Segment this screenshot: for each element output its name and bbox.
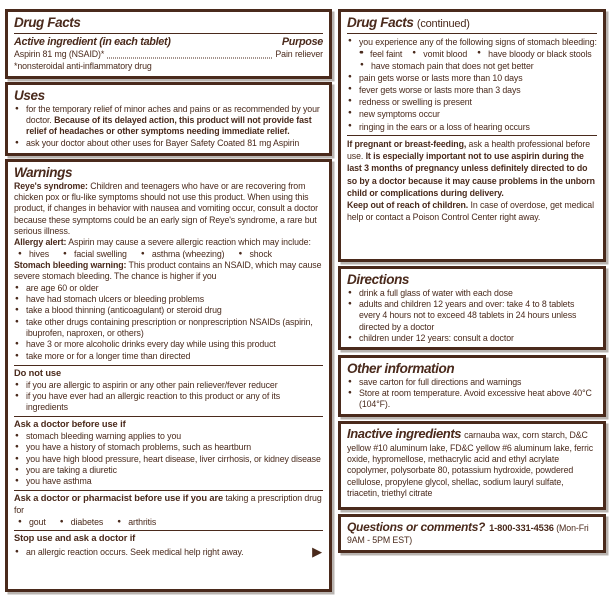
list-item: ● are age 60 or older [14,283,323,294]
questions-title: Questions or comments? [347,519,486,534]
ask-doctor-heading: Ask a doctor before use if [14,419,126,430]
directions-list [347,288,597,345]
list-item: ● an allergic reaction occurs. Seek medical help right away. [14,547,312,558]
allergy-alert-paragraph: Allergy alert: Aspirin may cause a severe allergic reaction which may include: [14,237,311,248]
list-item: ● fever gets worse or lasts more than 3 days [347,84,597,96]
list-item: ● you have asthma [14,476,323,487]
ingredient-row [14,49,323,60]
section-uses [5,82,332,156]
stop-use-continued-list-2 [347,72,597,133]
list-item: ● children under 12 years: consult a doctor [347,333,597,344]
drug-facts-continued-title: Drug Facts (continued) [347,14,597,34]
section-active-ingredient [5,9,332,79]
stop-use-heading: Stop use and ask a doctor if [14,533,136,544]
questions-phone: 1-800-331-4536 [489,522,554,533]
list-item: ● shock [238,249,271,260]
purpose-heading: Purpose [281,35,323,48]
section-drug-facts-continued [338,9,606,262]
list-item: ● you are taking a diuretic [14,465,323,476]
drug-facts-title: Drug Facts [14,14,323,34]
continued-suffix: (continued) [416,18,470,30]
list-item: ● for the temporary relief of minor aches and pains or as recommended by your doctor. Because of its delayed action, this product will not provide fast relief of headaches or other symptoms needing immediate relief. [14,104,323,138]
purpose-value: Pain reliever [275,49,323,60]
list-item: ● save carton for full directions and warnings [347,377,597,388]
list-item: ● have 3 or more alcoholic drinks every day while using this product [14,339,323,350]
section-divider [347,135,597,136]
ingredient-headings-row [14,36,323,50]
section-divider [14,365,323,366]
list-item: ● take other drugs containing prescription or nonprescription NSAIDs (aspirin, ibuprofen, naproxen, or others) [14,317,323,340]
keep-out-of-reach-paragraph: Keep out of reach of children. In case of overdose, get medical help or contact a Poison Control Center right away. [347,199,594,222]
stop-use-continued-list [347,36,597,48]
list-item: ● facial swelling [63,249,127,260]
list-item: ● you have a history of stomach problems, such as heartburn [14,442,323,453]
list-item: ● asthma (wheezing) [141,249,225,260]
list-item: ● pain gets worse or lasts more than 10 days [347,72,597,84]
left-panel [5,9,332,592]
ingredient-footnote: *nonsteroidal anti-inflammatory drug [14,60,152,71]
continuation-arrow-icon: ▶ [312,544,322,560]
section-directions [338,266,606,350]
list-item: ● take more or for a longer time than directed [14,351,323,362]
list-item: ● have stomach pain that does not get better [359,60,597,72]
list-item: ● adults and children 12 years and over: take 4 to 8 tablets every 4 hours not to exceed 48 tablets in 24 hours unless directed by a doctor [347,299,597,333]
section-inactive-ingredients [338,421,606,510]
prescription-drug-row [14,517,323,528]
uses-title: Uses [14,88,45,103]
do-not-use-list [14,380,323,414]
dotted-leader [107,57,272,58]
section-warnings [5,159,332,592]
list-item: ● ask your doctor about other uses for Bayer Safety Coated 81 mg Aspirin [14,138,323,149]
list-item: ● if you have ever had an allergic reaction to this product or any of its ingredients [14,391,323,414]
inactive-ingredients-paragraph: Inactive ingredients carnauba wax, corn starch, D&C yellow #10 aluminum lake, FD&C yellow #6 aluminum lake, ferric oxide, hypromellose, methacrylic acid and ethyl acrylate copolymer, polysorbate 80, potassium hydroxide, powdered cellulose, propylene glycol, shellac, sodium lauryl sulfate, triacetin, triethyl citrate [347,425,594,498]
list-item: ● arthritis [117,517,156,528]
other-information-list [347,377,597,411]
list-item: ● hives [18,249,49,260]
stomach-bleeding-list [14,283,323,362]
reyes-syndrome-paragraph: Reye's syndrome: Children and teenagers who have or are recovering from chicken pox or flu-like symptoms should not use this product. When using this product, if changes in behavior with nausea and vomiting occur, consult a doctor because these symptoms could be an early sign of Reye's syndrome, a rare but serious illness. [14,180,318,236]
questions-hours: (Mon-Fri 9AM - 5PM EST) [347,522,589,546]
list-item: ● you experience any of the following signs of stomach bleeding: [347,36,597,48]
list-item: ● redness or swelling is present [347,96,597,108]
do-not-use-heading: Do not use [14,367,62,378]
questions-line [347,520,597,547]
other-information-title: Other information [347,361,455,377]
right-panel [338,9,606,553]
stop-use-list [14,547,312,558]
stop-use-row [14,545,323,558]
list-item [359,48,597,60]
ingredient-name: Aspirin 81 mg (NSAID)* [14,49,105,60]
list-item: ● take a blood thinning (anticoagulant) or steroid drug [14,305,323,316]
section-other-information [338,355,606,417]
active-ingredient-heading: Active ingredient (in each tablet) [14,35,171,48]
list-item: ● you have high blood pressure, heart disease, liver cirrhosis, or kidney disease [14,454,323,465]
section-divider [14,490,323,491]
list-item: ● have had stomach ulcers or bleeding problems [14,294,323,305]
list-item: ● if you are allergic to aspirin or any other pain reliever/fever reducer [14,380,323,391]
pregnancy-warning-paragraph: If pregnant or breast-feeding, ask a health professional before use. It is especially important not to use aspirin during the last 3 months of pregnancy unless definitely directed to do so by a doctor because it may cause problems in the unborn child or complications during delivery. [347,139,595,198]
ask-doctor-list [14,431,323,488]
list-item: ● drink a full glass of water with each dose [347,288,597,299]
ask-pharmacist-heading: Ask a doctor or pharmacist before use if you are taking a prescription drug for [14,493,322,516]
list-item: ● have bloody or black stools [477,48,591,60]
uses-list [14,104,323,149]
section-questions [338,514,606,553]
stomach-bleeding-paragraph: Stomach bleeding warning: This product contains an NSAID, which may cause severe stomach bleeding. The chance is higher if you [14,259,322,282]
inactive-ingredients-title: Inactive ingredients [347,425,462,441]
warnings-title: Warnings [14,165,73,180]
allergy-symptoms-row [14,249,323,260]
list-item: ● new symptoms occur [347,108,597,120]
section-divider [14,416,323,417]
list-item: ● gout [18,517,46,528]
section-divider [14,530,323,531]
list-item: ● stomach bleeding warning applies to you [14,431,323,442]
list-item: ● Store at room temperature. Avoid excessive heat above 40°C (104°F). [347,388,597,411]
list-item: ● ringing in the ears or a loss of hearing occurs [347,121,597,133]
stomach-bleeding-signs-sublist [347,48,597,72]
list-item: ● diabetes [60,517,103,528]
directions-title: Directions [347,272,410,287]
list-item: ● ● feel faint [359,48,402,60]
list-item: ● vomit blood [412,48,467,60]
